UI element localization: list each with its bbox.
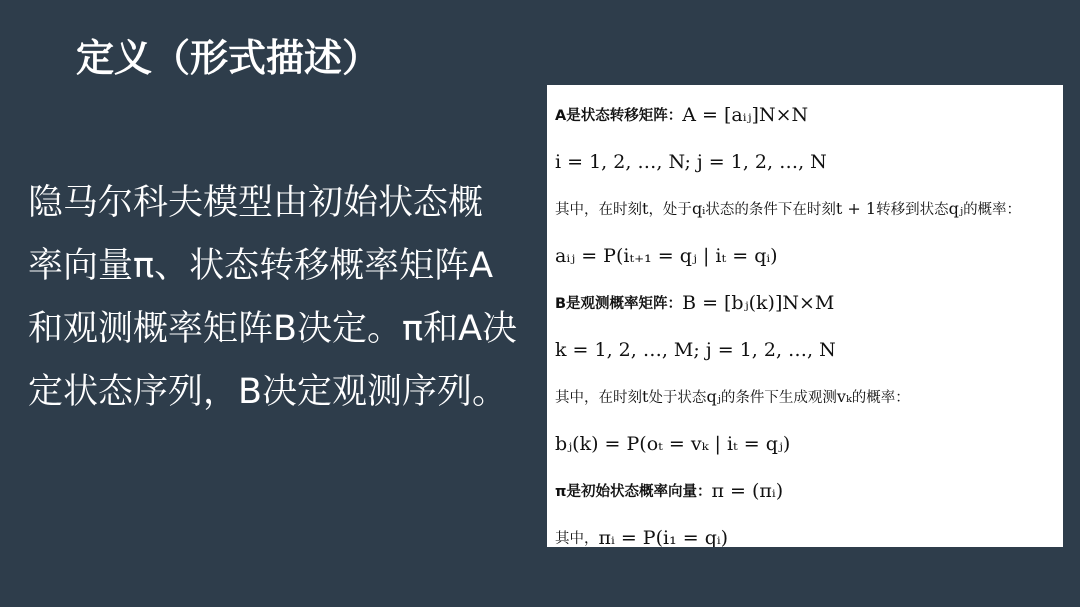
body-line: 定状态序列，B决定观测序列。: [28, 372, 508, 412]
transition-matrix-formula: A = [aᵢⱼ]N×N: [682, 103, 809, 126]
transition-index-formula: i = 1, 2, …, N; j = 1, 2, …, N: [555, 150, 827, 173]
explanation-text: 其中，在时刻: [555, 390, 642, 406]
body-line: 和观测概率矩阵B决定。π和A决: [28, 309, 518, 349]
observation-probability-formula: bⱼ(k) = P(oₜ = vₖ | iₜ = qⱼ): [555, 432, 791, 455]
initial-probability-formula: πᵢ = P(i₁ = qᵢ): [598, 526, 729, 547]
transition-matrix-label: A是状态转移矩阵：: [555, 108, 683, 124]
transition-index-range: [555, 138, 1055, 185]
math-symbol: t + 1: [835, 199, 877, 218]
transition-matrix-definition: [555, 91, 1055, 138]
body-line: 率向量π、状态转移概率矩阵A: [28, 246, 494, 286]
math-symbol: qⱼ: [706, 387, 721, 406]
math-symbol: t: [642, 387, 649, 406]
explanation-text: 转移到状态: [876, 202, 949, 218]
observation-matrix-definition: [555, 279, 1055, 326]
explanation-text: 的条件下生成观测: [720, 390, 837, 406]
math-symbol: qᵢ: [691, 199, 706, 218]
explanation-text: 处于状态: [648, 390, 707, 406]
initial-vector-definition: [555, 467, 1055, 514]
math-symbol: qⱼ: [948, 199, 964, 218]
explanation-text: 的概率：: [851, 390, 910, 406]
body-line: 隐马尔科夫模型由初始状态概: [28, 183, 484, 223]
transition-probability-formula: aᵢⱼ = P(iₜ₊₁ = qⱼ | iₜ = qᵢ): [555, 244, 778, 267]
explanation-text: ，处于: [648, 202, 692, 218]
explanation-text: 的概率：: [963, 202, 1022, 218]
initial-vector-label: π是初始状态概率向量：: [555, 484, 712, 500]
explanation-text: 其中，: [555, 531, 599, 547]
observation-index-range: [555, 326, 1055, 373]
observation-probability-equation: [555, 420, 1055, 467]
formula-panel: [547, 85, 1063, 547]
transition-explanation: [555, 185, 1055, 232]
initial-probability-equation: [555, 514, 1055, 547]
observation-matrix-formula: B = [bⱼ(k)]N×M: [682, 291, 835, 314]
body-paragraph: [28, 172, 528, 424]
explanation-text: 状态的条件下在时刻: [705, 202, 836, 218]
slide-title: 定义（形式描述）: [76, 36, 381, 80]
explanation-text: 其中，在时刻: [555, 202, 642, 218]
math-symbol: t: [642, 199, 649, 218]
observation-matrix-label: B是观测概率矩阵：: [555, 296, 683, 312]
initial-vector-formula: π = (πᵢ): [711, 479, 784, 502]
observation-explanation: [555, 373, 1055, 420]
observation-index-formula: k = 1, 2, …, M; j = 1, 2, …, N: [555, 338, 836, 361]
math-symbol: vₖ: [836, 387, 852, 406]
transition-probability-equation: [555, 232, 1055, 279]
